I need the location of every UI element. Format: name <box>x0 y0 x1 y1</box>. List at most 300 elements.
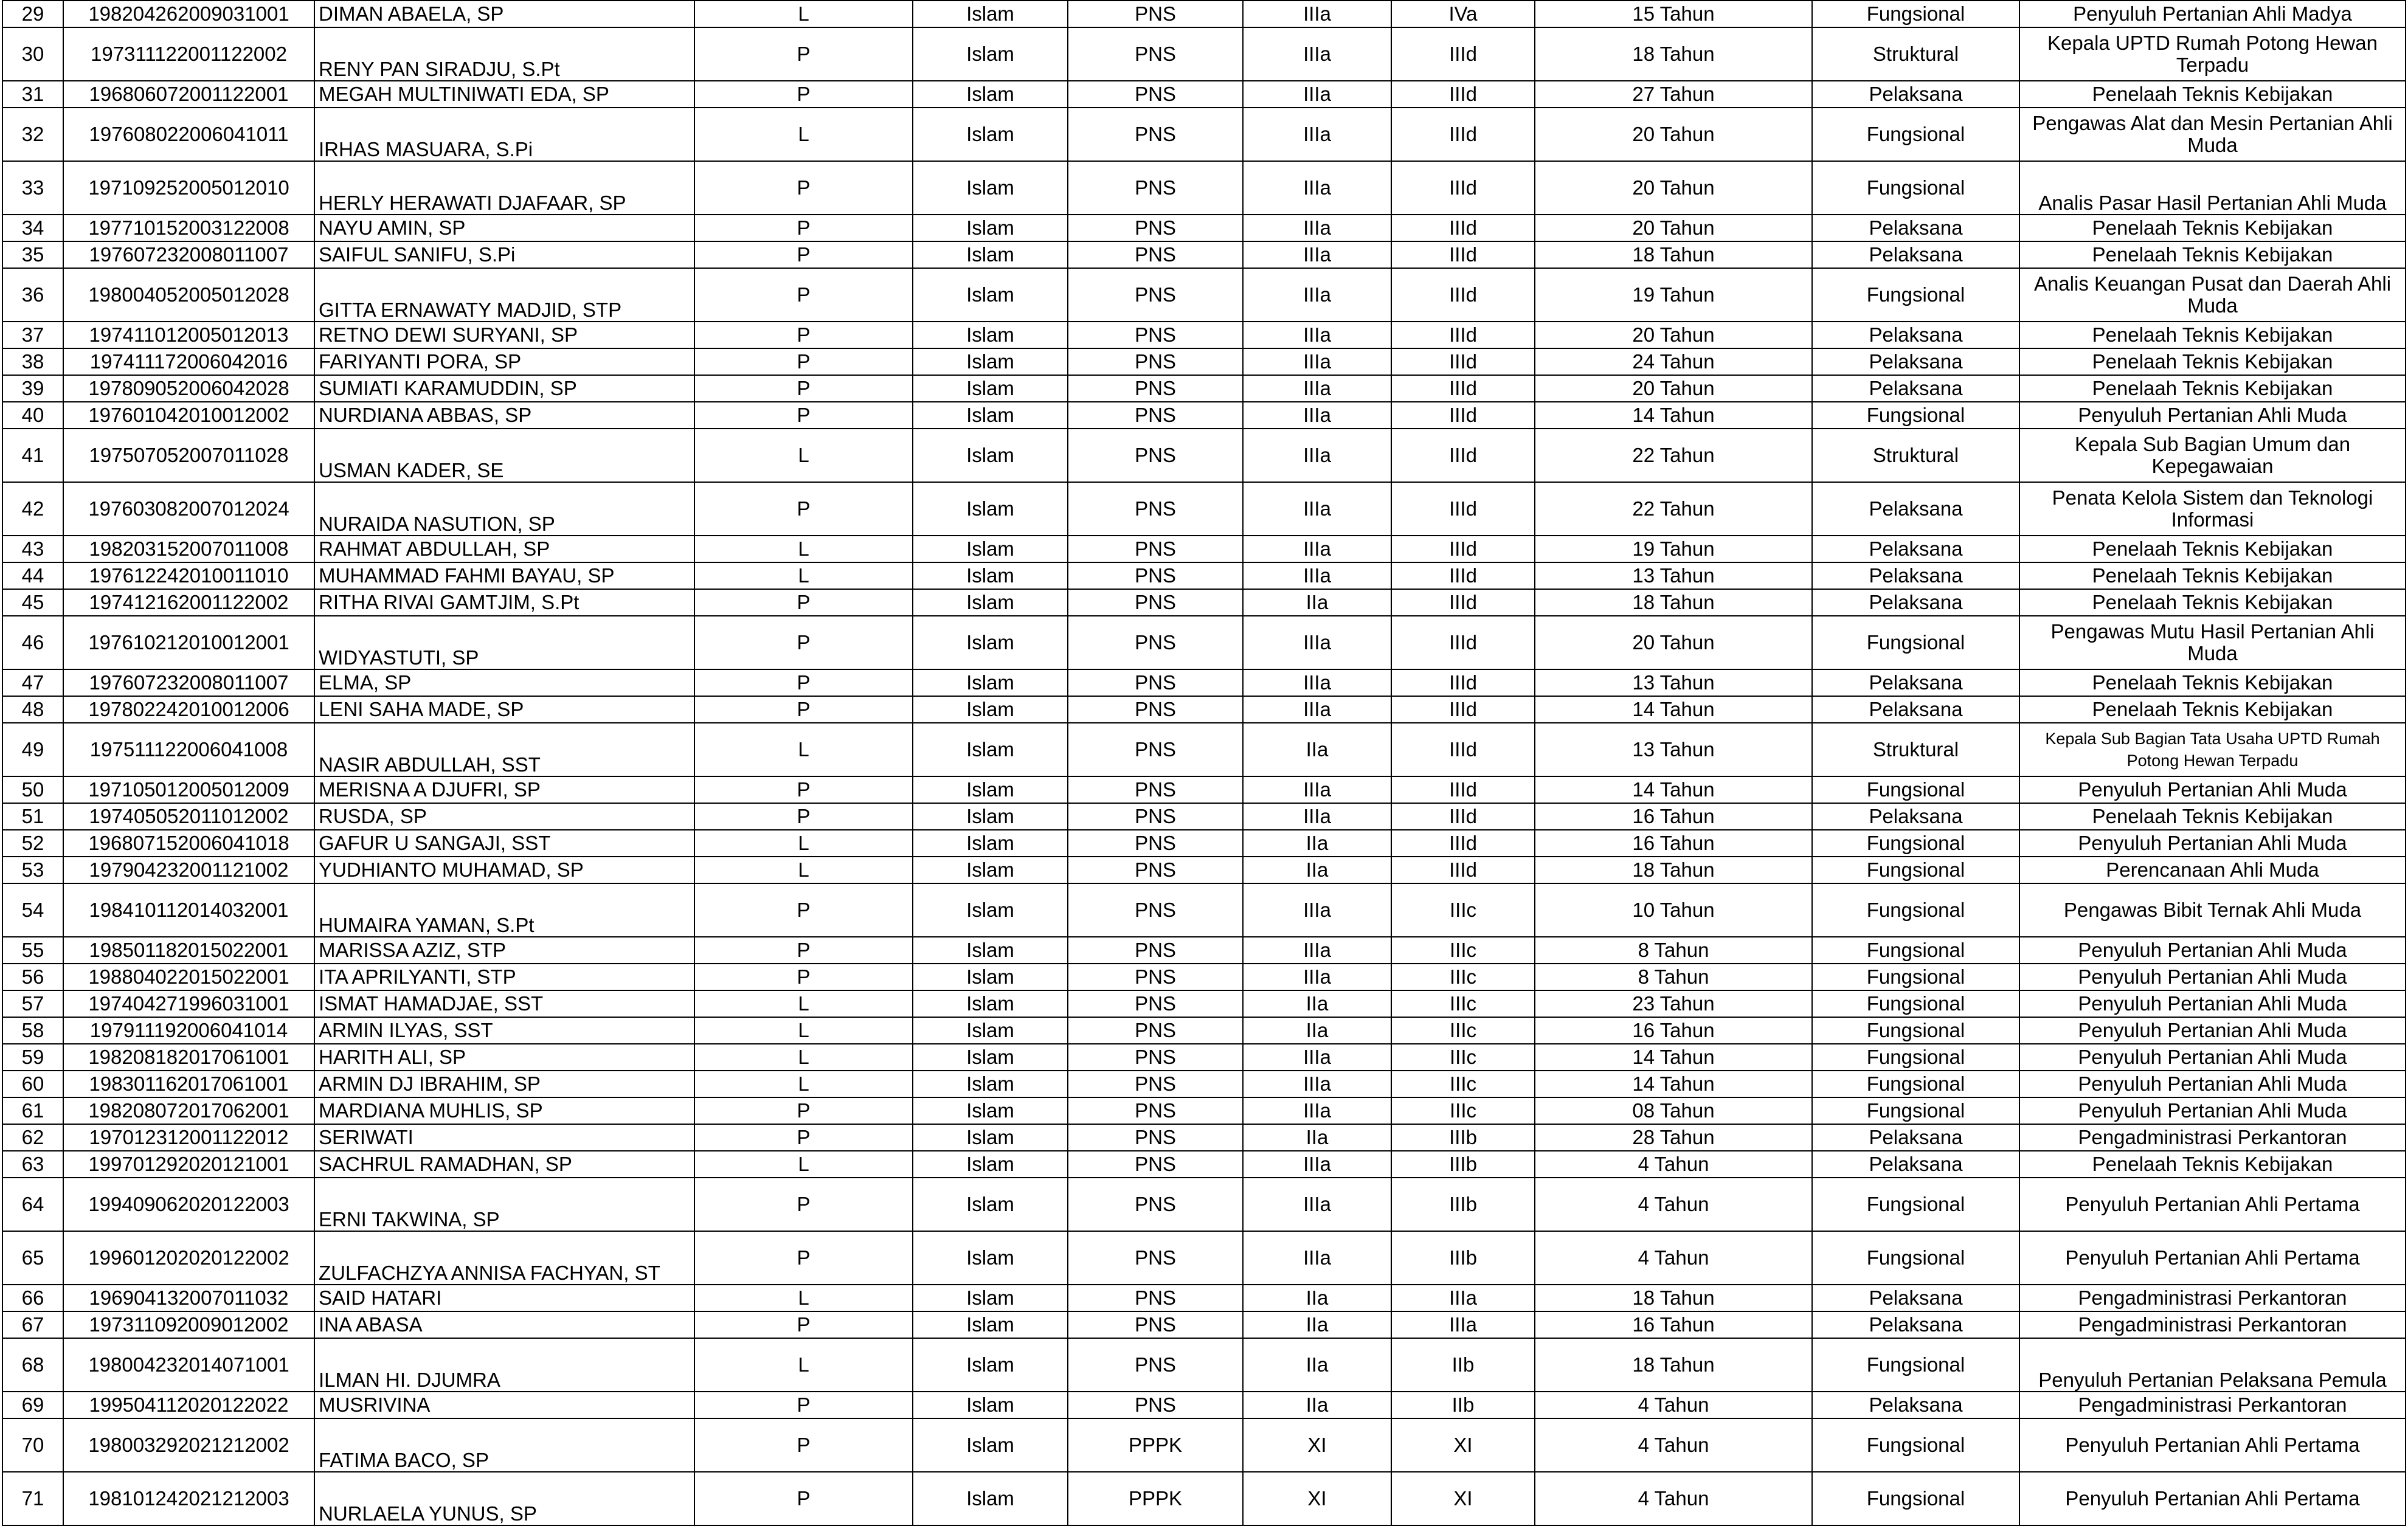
tenure-cell: 13 Tahun <box>1535 669 1812 696</box>
nip-cell: 197105012005012009 <box>63 776 314 803</box>
employment-status-cell: PNS <box>1068 696 1243 723</box>
religion-cell: Islam <box>913 108 1068 161</box>
rank-cell: IIId <box>1391 81 1535 108</box>
row-number: 38 <box>2 348 63 375</box>
gender-cell: P <box>694 696 913 723</box>
nip-cell: 197109252005012010 <box>63 161 314 215</box>
tenure-cell: 20 Tahun <box>1535 616 1812 669</box>
position-type-cell: Pelaksana <box>1812 669 2019 696</box>
table-row <box>2 1392 2406 1418</box>
grade-cell: IIIa <box>1243 696 1391 723</box>
gender-cell: P <box>694 964 913 990</box>
tenure-cell: 4 Tahun <box>1535 1231 1812 1285</box>
position-type-cell: Pelaksana <box>1812 1151 2019 1178</box>
grade-cell: IIa <box>1243 857 1391 883</box>
name-cell: RUSDA, SP <box>314 803 694 830</box>
nip-cell: 197710152003122008 <box>63 215 314 241</box>
nip-cell: 197612242010011010 <box>63 562 314 589</box>
gender-cell: L <box>694 562 913 589</box>
name-cell: USMAN KADER, SE <box>314 429 694 482</box>
employment-status-cell: PNS <box>1068 1044 1243 1071</box>
employment-status-cell: PNS <box>1068 81 1243 108</box>
position-title-cell: Perencanaan Ahli Muda <box>2019 857 2406 883</box>
position-title-cell: Penyuluh Pertanian Ahli Muda <box>2019 937 2406 964</box>
tenure-cell: 18 Tahun <box>1535 1285 1812 1311</box>
gender-cell: L <box>694 830 913 857</box>
religion-cell: Islam <box>913 1071 1068 1097</box>
gender-cell: L <box>694 1044 913 1071</box>
position-type-cell: Fungsional <box>1812 1097 2019 1124</box>
gender-cell: L <box>694 723 913 776</box>
employee-table <box>2 0 2406 1526</box>
grade-cell: IIIa <box>1243 322 1391 348</box>
employment-status-cell: PNS <box>1068 348 1243 375</box>
row-number: 43 <box>2 536 63 562</box>
position-title-cell: Penelaah Teknis Kebijakan <box>2019 562 2406 589</box>
table-row <box>2 857 2406 883</box>
gender-cell: P <box>694 1231 913 1285</box>
gender-cell: P <box>694 1124 913 1151</box>
nip-cell: 197507052007011028 <box>63 429 314 482</box>
table-row <box>2 1311 2406 1338</box>
table-row <box>2 803 2406 830</box>
rank-cell: IIId <box>1391 348 1535 375</box>
gender-cell: P <box>694 1311 913 1338</box>
religion-cell: Islam <box>913 883 1068 937</box>
position-title-cell: Penyuluh Pertanian Ahli Muda <box>2019 964 2406 990</box>
position-type-cell: Struktural <box>1812 723 2019 776</box>
name-cell: NURDIANA ABBAS, SP <box>314 402 694 429</box>
nip-cell: 198004052005012028 <box>63 268 314 322</box>
tenure-cell: 24 Tahun <box>1535 348 1812 375</box>
row-number: 66 <box>2 1285 63 1311</box>
name-cell: ELMA, SP <box>314 669 694 696</box>
nip-cell: 197601042010012002 <box>63 402 314 429</box>
grade-cell: IIIa <box>1243 803 1391 830</box>
tenure-cell: 18 Tahun <box>1535 27 1812 81</box>
name-cell: HUMAIRA YAMAN, S.Pt <box>314 883 694 937</box>
gender-cell: P <box>694 482 913 536</box>
position-title-cell: Penyuluh Pertanian Ahli Pertama <box>2019 1472 2406 1525</box>
position-type-cell: Pelaksana <box>1812 1285 2019 1311</box>
nip-cell: 198208182017061001 <box>63 1044 314 1071</box>
tenure-cell: 14 Tahun <box>1535 1044 1812 1071</box>
grade-cell: IIa <box>1243 589 1391 616</box>
table-row <box>2 1472 2406 1525</box>
table-row <box>2 562 2406 589</box>
table-row <box>2 1418 2406 1472</box>
grade-cell: IIIa <box>1243 1151 1391 1178</box>
religion-cell: Islam <box>913 322 1068 348</box>
employment-status-cell: PNS <box>1068 857 1243 883</box>
nip-cell: 197012312001122012 <box>63 1124 314 1151</box>
tenure-cell: 8 Tahun <box>1535 937 1812 964</box>
employment-status-cell: PNS <box>1068 1 1243 27</box>
rank-cell: IIId <box>1391 429 1535 482</box>
position-title-cell: Penyuluh Pertanian Ahli Madya <box>2019 1 2406 27</box>
religion-cell: Islam <box>913 1392 1068 1418</box>
religion-cell: Islam <box>913 776 1068 803</box>
position-title-cell: Penelaah Teknis Kebijakan <box>2019 375 2406 402</box>
grade-cell: IIIa <box>1243 883 1391 937</box>
gender-cell: L <box>694 108 913 161</box>
name-cell: SERIWATI <box>314 1124 694 1151</box>
employment-status-cell: PNS <box>1068 937 1243 964</box>
grade-cell: IIIa <box>1243 482 1391 536</box>
gender-cell: P <box>694 883 913 937</box>
row-number: 36 <box>2 268 63 322</box>
position-type-cell: Fungsional <box>1812 108 2019 161</box>
tenure-cell: 4 Tahun <box>1535 1418 1812 1472</box>
grade-cell: IIIa <box>1243 161 1391 215</box>
rank-cell: IIId <box>1391 215 1535 241</box>
nip-cell: 198410112014032001 <box>63 883 314 937</box>
religion-cell: Islam <box>913 1285 1068 1311</box>
rank-cell: IIId <box>1391 776 1535 803</box>
gender-cell: P <box>694 161 913 215</box>
employment-status-cell: PNS <box>1068 1124 1243 1151</box>
employment-status-cell: PNS <box>1068 669 1243 696</box>
employment-status-cell: PNS <box>1068 27 1243 81</box>
row-number: 63 <box>2 1151 63 1178</box>
gender-cell: L <box>694 1017 913 1044</box>
religion-cell: Islam <box>913 1044 1068 1071</box>
gender-cell: P <box>694 803 913 830</box>
employment-status-cell: PNS <box>1068 1071 1243 1097</box>
position-type-cell: Pelaksana <box>1812 215 2019 241</box>
position-title-cell: Penyuluh Pertanian Ahli Pertama <box>2019 1178 2406 1231</box>
employment-status-cell: PNS <box>1068 215 1243 241</box>
row-number: 61 <box>2 1097 63 1124</box>
position-type-cell: Struktural <box>1812 429 2019 482</box>
employment-status-cell: PNS <box>1068 883 1243 937</box>
table-row <box>2 1124 2406 1151</box>
gender-cell: P <box>694 81 913 108</box>
nip-cell: 196806072001122001 <box>63 81 314 108</box>
religion-cell: Islam <box>913 830 1068 857</box>
position-title-cell: Pengadministrasi Perkantoran <box>2019 1311 2406 1338</box>
position-type-cell: Fungsional <box>1812 776 2019 803</box>
name-cell: NURLAELA YUNUS, SP <box>314 1472 694 1525</box>
grade-cell: IIIa <box>1243 81 1391 108</box>
tenure-cell: 22 Tahun <box>1535 429 1812 482</box>
religion-cell: Islam <box>913 1311 1068 1338</box>
nip-cell: 199409062020122003 <box>63 1178 314 1231</box>
employment-status-cell: PNS <box>1068 108 1243 161</box>
grade-cell: IIa <box>1243 1017 1391 1044</box>
position-type-cell: Pelaksana <box>1812 81 2019 108</box>
employment-status-cell: PNS <box>1068 482 1243 536</box>
tenure-cell: 27 Tahun <box>1535 81 1812 108</box>
rank-cell: IIId <box>1391 803 1535 830</box>
religion-cell: Islam <box>913 589 1068 616</box>
rank-cell: IIIa <box>1391 1311 1535 1338</box>
table-row <box>2 215 2406 241</box>
tenure-cell: 16 Tahun <box>1535 803 1812 830</box>
row-number: 65 <box>2 1231 63 1285</box>
tenure-cell: 15 Tahun <box>1535 1 1812 27</box>
rank-cell: IIIb <box>1391 1124 1535 1151</box>
name-cell: SACHRUL RAMADHAN, SP <box>314 1151 694 1178</box>
tenure-cell: 08 Tahun <box>1535 1097 1812 1124</box>
position-title-cell: Analis Keuangan Pusat dan Daerah Ahli Muda <box>2019 268 2406 322</box>
position-title-cell: Pengawas Alat dan Mesin Pertanian Ahli Muda <box>2019 108 2406 161</box>
employment-status-cell: PNS <box>1068 1151 1243 1178</box>
employment-status-cell: PNS <box>1068 803 1243 830</box>
position-title-cell: Penelaah Teknis Kebijakan <box>2019 348 2406 375</box>
table-row <box>2 1 2406 27</box>
name-cell: ZULFACHZYA ANNISA FACHYAN, ST <box>314 1231 694 1285</box>
position-type-cell: Struktural <box>1812 27 2019 81</box>
nip-cell: 198101242021212003 <box>63 1472 314 1525</box>
position-type-cell: Fungsional <box>1812 1472 2019 1525</box>
religion-cell: Islam <box>913 241 1068 268</box>
rank-cell: IIId <box>1391 402 1535 429</box>
grade-cell: IIa <box>1243 723 1391 776</box>
row-number: 34 <box>2 215 63 241</box>
table-row <box>2 1338 2406 1392</box>
table-row <box>2 883 2406 937</box>
grade-cell: IIIa <box>1243 215 1391 241</box>
position-title-cell: Penyuluh Pertanian Ahli Pertama <box>2019 1231 2406 1285</box>
row-number: 46 <box>2 616 63 669</box>
table-row <box>2 723 2406 776</box>
position-title-cell: Penelaah Teknis Kebijakan <box>2019 1151 2406 1178</box>
gender-cell: L <box>694 1338 913 1392</box>
religion-cell: Islam <box>913 429 1068 482</box>
position-title-cell: Penelaah Teknis Kebijakan <box>2019 669 2406 696</box>
gender-cell: P <box>694 1472 913 1525</box>
table-row <box>2 161 2406 215</box>
grade-cell: IIIa <box>1243 375 1391 402</box>
name-cell: MARDIANA MUHLIS, SP <box>314 1097 694 1124</box>
religion-cell: Islam <box>913 696 1068 723</box>
tenure-cell: 4 Tahun <box>1535 1151 1812 1178</box>
name-cell: ARMIN ILYAS, SST <box>314 1017 694 1044</box>
name-cell: ITA APRILYANTI, STP <box>314 964 694 990</box>
table-row <box>2 429 2406 482</box>
gender-cell: P <box>694 669 913 696</box>
name-cell: RETNO DEWI SURYANI, SP <box>314 322 694 348</box>
gender-cell: P <box>694 375 913 402</box>
table-row <box>2 1151 2406 1178</box>
grade-cell: IIIa <box>1243 1044 1391 1071</box>
table-row <box>2 402 2406 429</box>
table-row <box>2 669 2406 696</box>
position-type-cell: Pelaksana <box>1812 348 2019 375</box>
name-cell: SAID HATARI <box>314 1285 694 1311</box>
name-cell: GAFUR U SANGAJI, SST <box>314 830 694 857</box>
row-number: 45 <box>2 589 63 616</box>
gender-cell: P <box>694 1392 913 1418</box>
nip-cell: 197412162001122002 <box>63 589 314 616</box>
table-row <box>2 1071 2406 1097</box>
employment-status-cell: PNS <box>1068 589 1243 616</box>
position-title-cell: Penyuluh Pertanian Ahli Muda <box>2019 776 2406 803</box>
tenure-cell: 10 Tahun <box>1535 883 1812 937</box>
tenure-cell: 14 Tahun <box>1535 776 1812 803</box>
rank-cell: IIb <box>1391 1392 1535 1418</box>
row-number: 60 <box>2 1071 63 1097</box>
tenure-cell: 4 Tahun <box>1535 1392 1812 1418</box>
tenure-cell: 14 Tahun <box>1535 696 1812 723</box>
rank-cell: IIIc <box>1391 990 1535 1017</box>
row-number: 41 <box>2 429 63 482</box>
position-title-cell: Penelaah Teknis Kebijakan <box>2019 536 2406 562</box>
row-number: 51 <box>2 803 63 830</box>
religion-cell: Islam <box>913 964 1068 990</box>
employment-status-cell: PNS <box>1068 1285 1243 1311</box>
employment-status-cell: PPPK <box>1068 1472 1243 1525</box>
position-type-cell: Pelaksana <box>1812 322 2019 348</box>
rank-cell: IIIc <box>1391 937 1535 964</box>
employment-status-cell: PNS <box>1068 322 1243 348</box>
position-type-cell: Fungsional <box>1812 161 2019 215</box>
nip-cell: 197607232008011007 <box>63 241 314 268</box>
tenure-cell: 20 Tahun <box>1535 375 1812 402</box>
name-cell: MARISSA AZIZ, STP <box>314 937 694 964</box>
name-cell: GITTA ERNAWATY MADJID, STP <box>314 268 694 322</box>
nip-cell: 198003292021212002 <box>63 1418 314 1472</box>
nip-cell: 196807152006041018 <box>63 830 314 857</box>
position-title-cell: Penyuluh Pertanian Ahli Muda <box>2019 830 2406 857</box>
religion-cell: Islam <box>913 803 1068 830</box>
employment-status-cell: PNS <box>1068 536 1243 562</box>
employment-status-cell: PNS <box>1068 1097 1243 1124</box>
nip-cell: 199504112020122022 <box>63 1392 314 1418</box>
rank-cell: IIId <box>1391 108 1535 161</box>
rank-cell: IIId <box>1391 562 1535 589</box>
table-row <box>2 1285 2406 1311</box>
nip-cell: 198004232014071001 <box>63 1338 314 1392</box>
position-title-cell: Pengawas Bibit Ternak Ahli Muda <box>2019 883 2406 937</box>
grade-cell: IIIa <box>1243 669 1391 696</box>
religion-cell: Islam <box>913 1124 1068 1151</box>
position-type-cell: Pelaksana <box>1812 375 2019 402</box>
position-title-cell: Penyuluh Pertanian Ahli Muda <box>2019 1044 2406 1071</box>
grade-cell: XI <box>1243 1472 1391 1525</box>
table-row <box>2 536 2406 562</box>
position-type-cell: Fungsional <box>1812 402 2019 429</box>
name-cell: MUSRIVINA <box>314 1392 694 1418</box>
position-title-cell: Penyuluh Pertanian Ahli Muda <box>2019 402 2406 429</box>
grade-cell: IIIa <box>1243 268 1391 322</box>
grade-cell: IIIa <box>1243 1097 1391 1124</box>
grade-cell: IIIa <box>1243 964 1391 990</box>
row-number: 67 <box>2 1311 63 1338</box>
grade-cell: IIa <box>1243 1338 1391 1392</box>
name-cell: IRHAS MASUARA, S.Pi <box>314 108 694 161</box>
position-type-cell: Fungsional <box>1812 964 2019 990</box>
row-number: 70 <box>2 1418 63 1472</box>
religion-cell: Islam <box>913 937 1068 964</box>
grade-cell: IIIa <box>1243 27 1391 81</box>
table-row <box>2 1017 2406 1044</box>
table-row <box>2 268 2406 322</box>
tenure-cell: 28 Tahun <box>1535 1124 1812 1151</box>
nip-cell: 197809052006042028 <box>63 375 314 402</box>
rank-cell: IIId <box>1391 696 1535 723</box>
religion-cell: Islam <box>913 1338 1068 1392</box>
position-type-cell: Fungsional <box>1812 616 2019 669</box>
position-type-cell: Fungsional <box>1812 857 2019 883</box>
gender-cell: L <box>694 1285 913 1311</box>
rank-cell: IIId <box>1391 669 1535 696</box>
row-number: 71 <box>2 1472 63 1525</box>
row-number: 50 <box>2 776 63 803</box>
grade-cell: IIa <box>1243 990 1391 1017</box>
tenure-cell: 19 Tahun <box>1535 268 1812 322</box>
row-number: 68 <box>2 1338 63 1392</box>
gender-cell: P <box>694 616 913 669</box>
row-number: 62 <box>2 1124 63 1151</box>
religion-cell: Islam <box>913 1178 1068 1231</box>
rank-cell: XI <box>1391 1472 1535 1525</box>
name-cell: ISMAT HAMADJAE, SST <box>314 990 694 1017</box>
tenure-cell: 4 Tahun <box>1535 1178 1812 1231</box>
row-number: 57 <box>2 990 63 1017</box>
rank-cell: IVa <box>1391 1 1535 27</box>
table-body <box>2 1 2406 1525</box>
gender-cell: P <box>694 241 913 268</box>
nip-cell: 197311092009012002 <box>63 1311 314 1338</box>
nip-cell: 197802242010012006 <box>63 696 314 723</box>
row-number: 48 <box>2 696 63 723</box>
position-title-cell: Pengadministrasi Perkantoran <box>2019 1285 2406 1311</box>
position-title-cell: Penelaah Teknis Kebijakan <box>2019 589 2406 616</box>
nip-cell: 199601202020122002 <box>63 1231 314 1285</box>
name-cell: SUMIATI KARAMUDDIN, SP <box>314 375 694 402</box>
gender-cell: P <box>694 402 913 429</box>
employment-status-cell: PNS <box>1068 241 1243 268</box>
nip-cell: 197603082007012024 <box>63 482 314 536</box>
table-row <box>2 241 2406 268</box>
religion-cell: Islam <box>913 268 1068 322</box>
employment-status-cell: PNS <box>1068 1392 1243 1418</box>
employment-status-cell: PNS <box>1068 402 1243 429</box>
table-row <box>2 1231 2406 1285</box>
row-number: 59 <box>2 1044 63 1071</box>
employment-status-cell: PNS <box>1068 1017 1243 1044</box>
position-title-cell: Kepala Sub Bagian Tata Usaha UPTD Rumah Potong Hewan Terpadu <box>2019 723 2406 776</box>
gender-cell: L <box>694 1 913 27</box>
position-type-cell: Pelaksana <box>1812 589 2019 616</box>
rank-cell: IIIc <box>1391 1017 1535 1044</box>
tenure-cell: 20 Tahun <box>1535 108 1812 161</box>
position-type-cell: Pelaksana <box>1812 1392 2019 1418</box>
tenure-cell: 14 Tahun <box>1535 1071 1812 1097</box>
position-title-cell: Kepala UPTD Rumah Potong Hewan Terpadu <box>2019 27 2406 81</box>
position-title-cell: Penyuluh Pertanian Pelaksana Pemula <box>2019 1338 2406 1392</box>
religion-cell: Islam <box>913 215 1068 241</box>
employment-status-cell: PNS <box>1068 1178 1243 1231</box>
position-type-cell: Fungsional <box>1812 1178 2019 1231</box>
tenure-cell: 14 Tahun <box>1535 402 1812 429</box>
position-title-cell: Penyuluh Pertanian Ahli Muda <box>2019 1071 2406 1097</box>
row-number: 42 <box>2 482 63 536</box>
tenure-cell: 16 Tahun <box>1535 1017 1812 1044</box>
name-cell: LENI SAHA MADE, SP <box>314 696 694 723</box>
position-title-cell: Penelaah Teknis Kebijakan <box>2019 322 2406 348</box>
name-cell: ARMIN DJ IBRAHIM, SP <box>314 1071 694 1097</box>
gender-cell: P <box>694 268 913 322</box>
rank-cell: IIIb <box>1391 1178 1535 1231</box>
tenure-cell: 13 Tahun <box>1535 723 1812 776</box>
table-row <box>2 348 2406 375</box>
name-cell: YUDHIANTO MUHAMAD, SP <box>314 857 694 883</box>
table-row <box>2 776 2406 803</box>
row-number: 31 <box>2 81 63 108</box>
